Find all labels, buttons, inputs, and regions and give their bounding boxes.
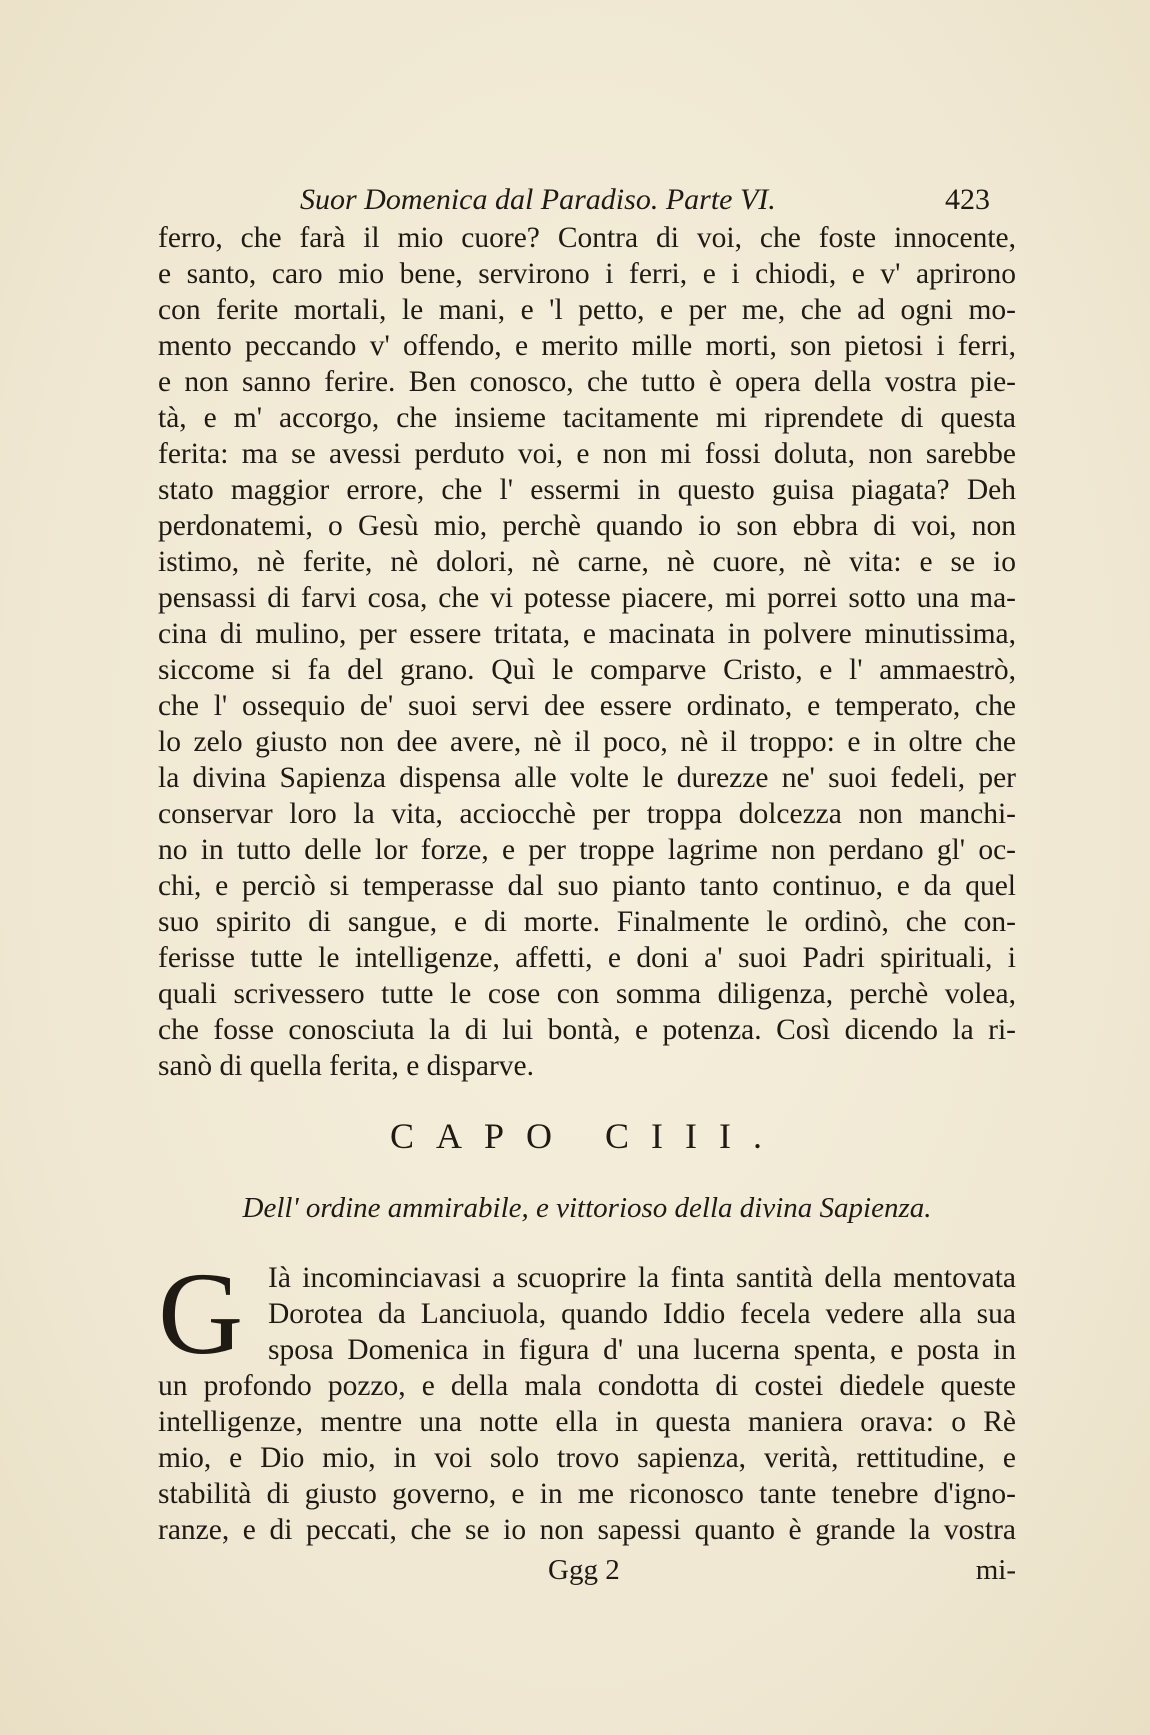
text-line: la divina Sapienza dispensa alle volte le durezze ne' suoi fedeli, per bbox=[158, 762, 1016, 794]
running-header bbox=[300, 183, 990, 217]
text-line: tà, e m' accorgo, che insieme tacitamente mi riprendete di questa bbox=[158, 402, 1016, 434]
paragraph-1 bbox=[158, 220, 1016, 1084]
text-line: stabilità di giusto governo, e in me riconosco tante tenebre d'igno- bbox=[158, 1478, 1016, 1510]
text-line: sanò di quella ferita, e disparve. bbox=[158, 1050, 534, 1082]
text-line: ferita: ma se avessi perduto voi, e non mi fossi doluta, non sarebbe bbox=[158, 438, 1016, 470]
text-line: siccome si fa del grano. Quì le comparve Cristo, e l' ammaestrò, bbox=[158, 654, 1016, 686]
text-line: Dorotea da Lanciuola, quando Iddio fecela vedere alla sua bbox=[268, 1298, 1016, 1330]
text-line: suo spirito di sangue, e di morte. Finalmente le ordinò, che con- bbox=[158, 906, 1016, 938]
signature-mark: Ggg 2 bbox=[548, 1554, 620, 1586]
chapter-heading: CAPO CIII. bbox=[389, 1116, 784, 1156]
text-line: ranze, e di peccati, che se io non sapessi quanto è grande la vostra bbox=[158, 1514, 1016, 1546]
running-title: Suor Domenica dal Paradiso. Parte VI. bbox=[300, 183, 776, 216]
text-line: e santo, caro mio bene, servirono i ferri, e i chiodi, e v' aprirono bbox=[158, 258, 1016, 290]
text-line: sposa Domenica in figura d' una lucerna spenta, e posta in bbox=[268, 1334, 1016, 1366]
text-line: e non sanno ferire. Ben conosco, che tutto è opera della vostra pie- bbox=[158, 366, 1016, 398]
drop-cap: G bbox=[158, 1248, 244, 1379]
text-line: ferro, che farà il mio cuore? Contra di voi, che foste innocente, bbox=[158, 222, 1016, 254]
text-line: istimo, nè ferite, nè dolori, nè carne, nè cuore, nè vita: e se io bbox=[158, 546, 1016, 578]
text-line: Ià incominciavasi a scuoprire la finta santità della mentovata bbox=[268, 1262, 1016, 1294]
text-line: che fosse conosciuta la di lui bontà, e potenza. Così dicendo la ri- bbox=[158, 1014, 1016, 1046]
text-line: stato maggior errore, che l' essermi in questo guisa piagata? Deh bbox=[158, 474, 1016, 506]
text-line: chi, e perciò si temperasse dal suo pianto tanto continuo, e da quel bbox=[158, 870, 1016, 902]
text-line: un profondo pozzo, e della mala condotta di costei diedele queste bbox=[158, 1370, 1016, 1402]
text-line: ferisse tutte le intelligenze, affetti, e doni a' suoi Padri spirituali, i bbox=[158, 942, 1016, 974]
text-line: conservar loro la vita, acciocchè per troppa dolcezza non manchi- bbox=[158, 798, 1016, 830]
text-line: intelligenze, mentre una notte ella in questa maniera orava: o Rè bbox=[158, 1406, 1016, 1438]
page-number: 423 bbox=[945, 183, 990, 216]
text-line: perdonatemi, o Gesù mio, perchè quando io son ebbra di voi, non bbox=[158, 510, 1016, 542]
text-line: lo zelo giusto non dee avere, nè il poco, nè il troppo: e in oltre che bbox=[158, 726, 1016, 758]
text-line: quali scrivessero tutte le cose con somma diligenza, perchè volea, bbox=[158, 978, 1016, 1010]
text-line: cina di mulino, per essere tritata, e macinata in polvere minutissima, bbox=[158, 618, 1016, 650]
text-line: no in tutto delle lor forze, e per troppe lagrime non perdano gl' oc- bbox=[158, 834, 1016, 866]
text-line: pensassi di farvi cosa, che vi potesse piacere, mi porrei sotto una ma- bbox=[158, 582, 1016, 614]
text-line: mio, e Dio mio, in voi solo trovo sapienza, verità, rettitudine, e bbox=[158, 1442, 1016, 1474]
text-line: con ferite mortali, le mani, e 'l petto, e per me, che ad ogni mo- bbox=[158, 294, 1016, 326]
catchword: mi- bbox=[975, 1554, 1016, 1586]
paragraph-2 bbox=[158, 1248, 1016, 1548]
text-line: che l' ossequio de' suoi servi dee essere ordinato, e temperato, che bbox=[158, 690, 1016, 722]
chapter-subtitle: Dell' ordine ammirabile, e vittorioso della divina Sapienza. bbox=[242, 1192, 932, 1224]
text-line: mento peccando v' offendo, e merito mille morti, son pietosi i ferri, bbox=[158, 330, 1016, 362]
